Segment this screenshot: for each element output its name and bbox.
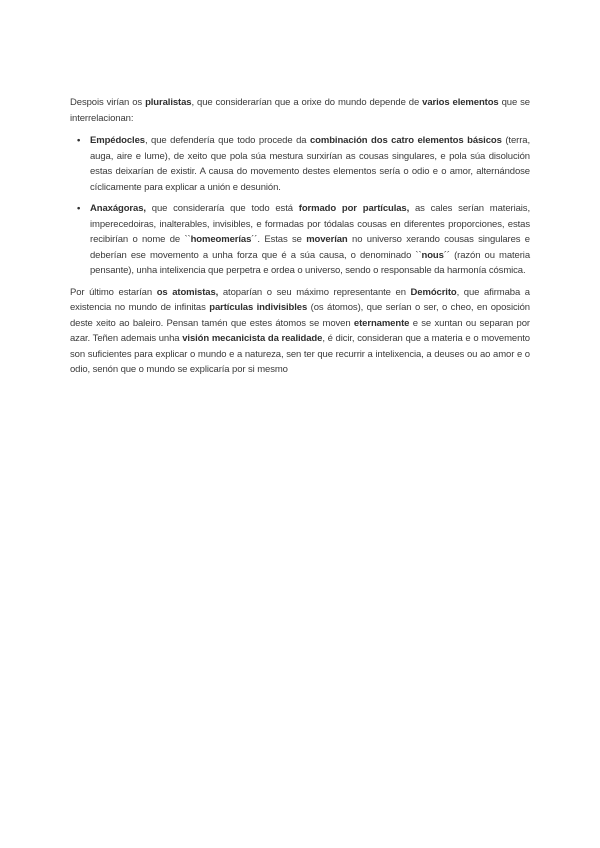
text-block: [70, 95, 530, 378]
bullet-dot-icon: •: [77, 135, 81, 146]
closing-paragraph: Por último estarían os atomistas, atoparían o seu máximo representante en Demócrito, que afirmaba a existencia no mundo de infinitas partículas indivisibles (os átomos), que serían o ser, o cheo, en oposición deste xeito ao baleiro. Pensan tamén que estes átomos se moven eternamente e se xuntan ou separan por azar. Teñen ademais unha visión mecanicista da realidade, é dicir, consideran que a materia e o movemento son suficientes para explicar o mundo e a natureza, sen ter que recurrir a intelixencia, a deuses ou ao amor e o odio, senón que o mundo se explicaría por si mesmo: [70, 286, 530, 375]
bullet-item-text: Anaxágoras, que consideraría que todo está formado por partículas, as cales serían materiais, imperecedoiras, inalterables, invisibles, e formadas por tódalas cousas en diferentes proporciones, estas recibirían o nome de ``homeomerías´´. Estas se moverían no universo xerando cousas singulares e deberían ese movemento a unha forza que é a súa causa, o denominado ``nous´´ (razón ou materia pensante), unha intelixencia que perpetra e ordea o universo, sendo o responsable da harmonía cósmica.: [90, 203, 530, 276]
intro-paragraph: Despois virían os pluralistas, que considerarían que a orixe do mundo depende de varios elementos que se interrelacionan:: [70, 97, 530, 124]
bullet-list: [70, 133, 530, 279]
bullet-dot-icon: •: [77, 203, 81, 214]
bullet-item-anaxagoras: [77, 201, 530, 279]
bullet-item-empedocles: [77, 133, 530, 195]
bullet-item-text: Empédocles, que defendería que todo procede da combinación dos catro elementos básicos (terra, auga, aire e lume), de xeito que pola súa mestura surxirían as cousas singulares, e pola súa disolución estas deixarían de existir. A causa do movemento destes elementos sería o odio e o amor, alternándose cíclicamente para explicar a unión e desunión.: [90, 135, 530, 193]
